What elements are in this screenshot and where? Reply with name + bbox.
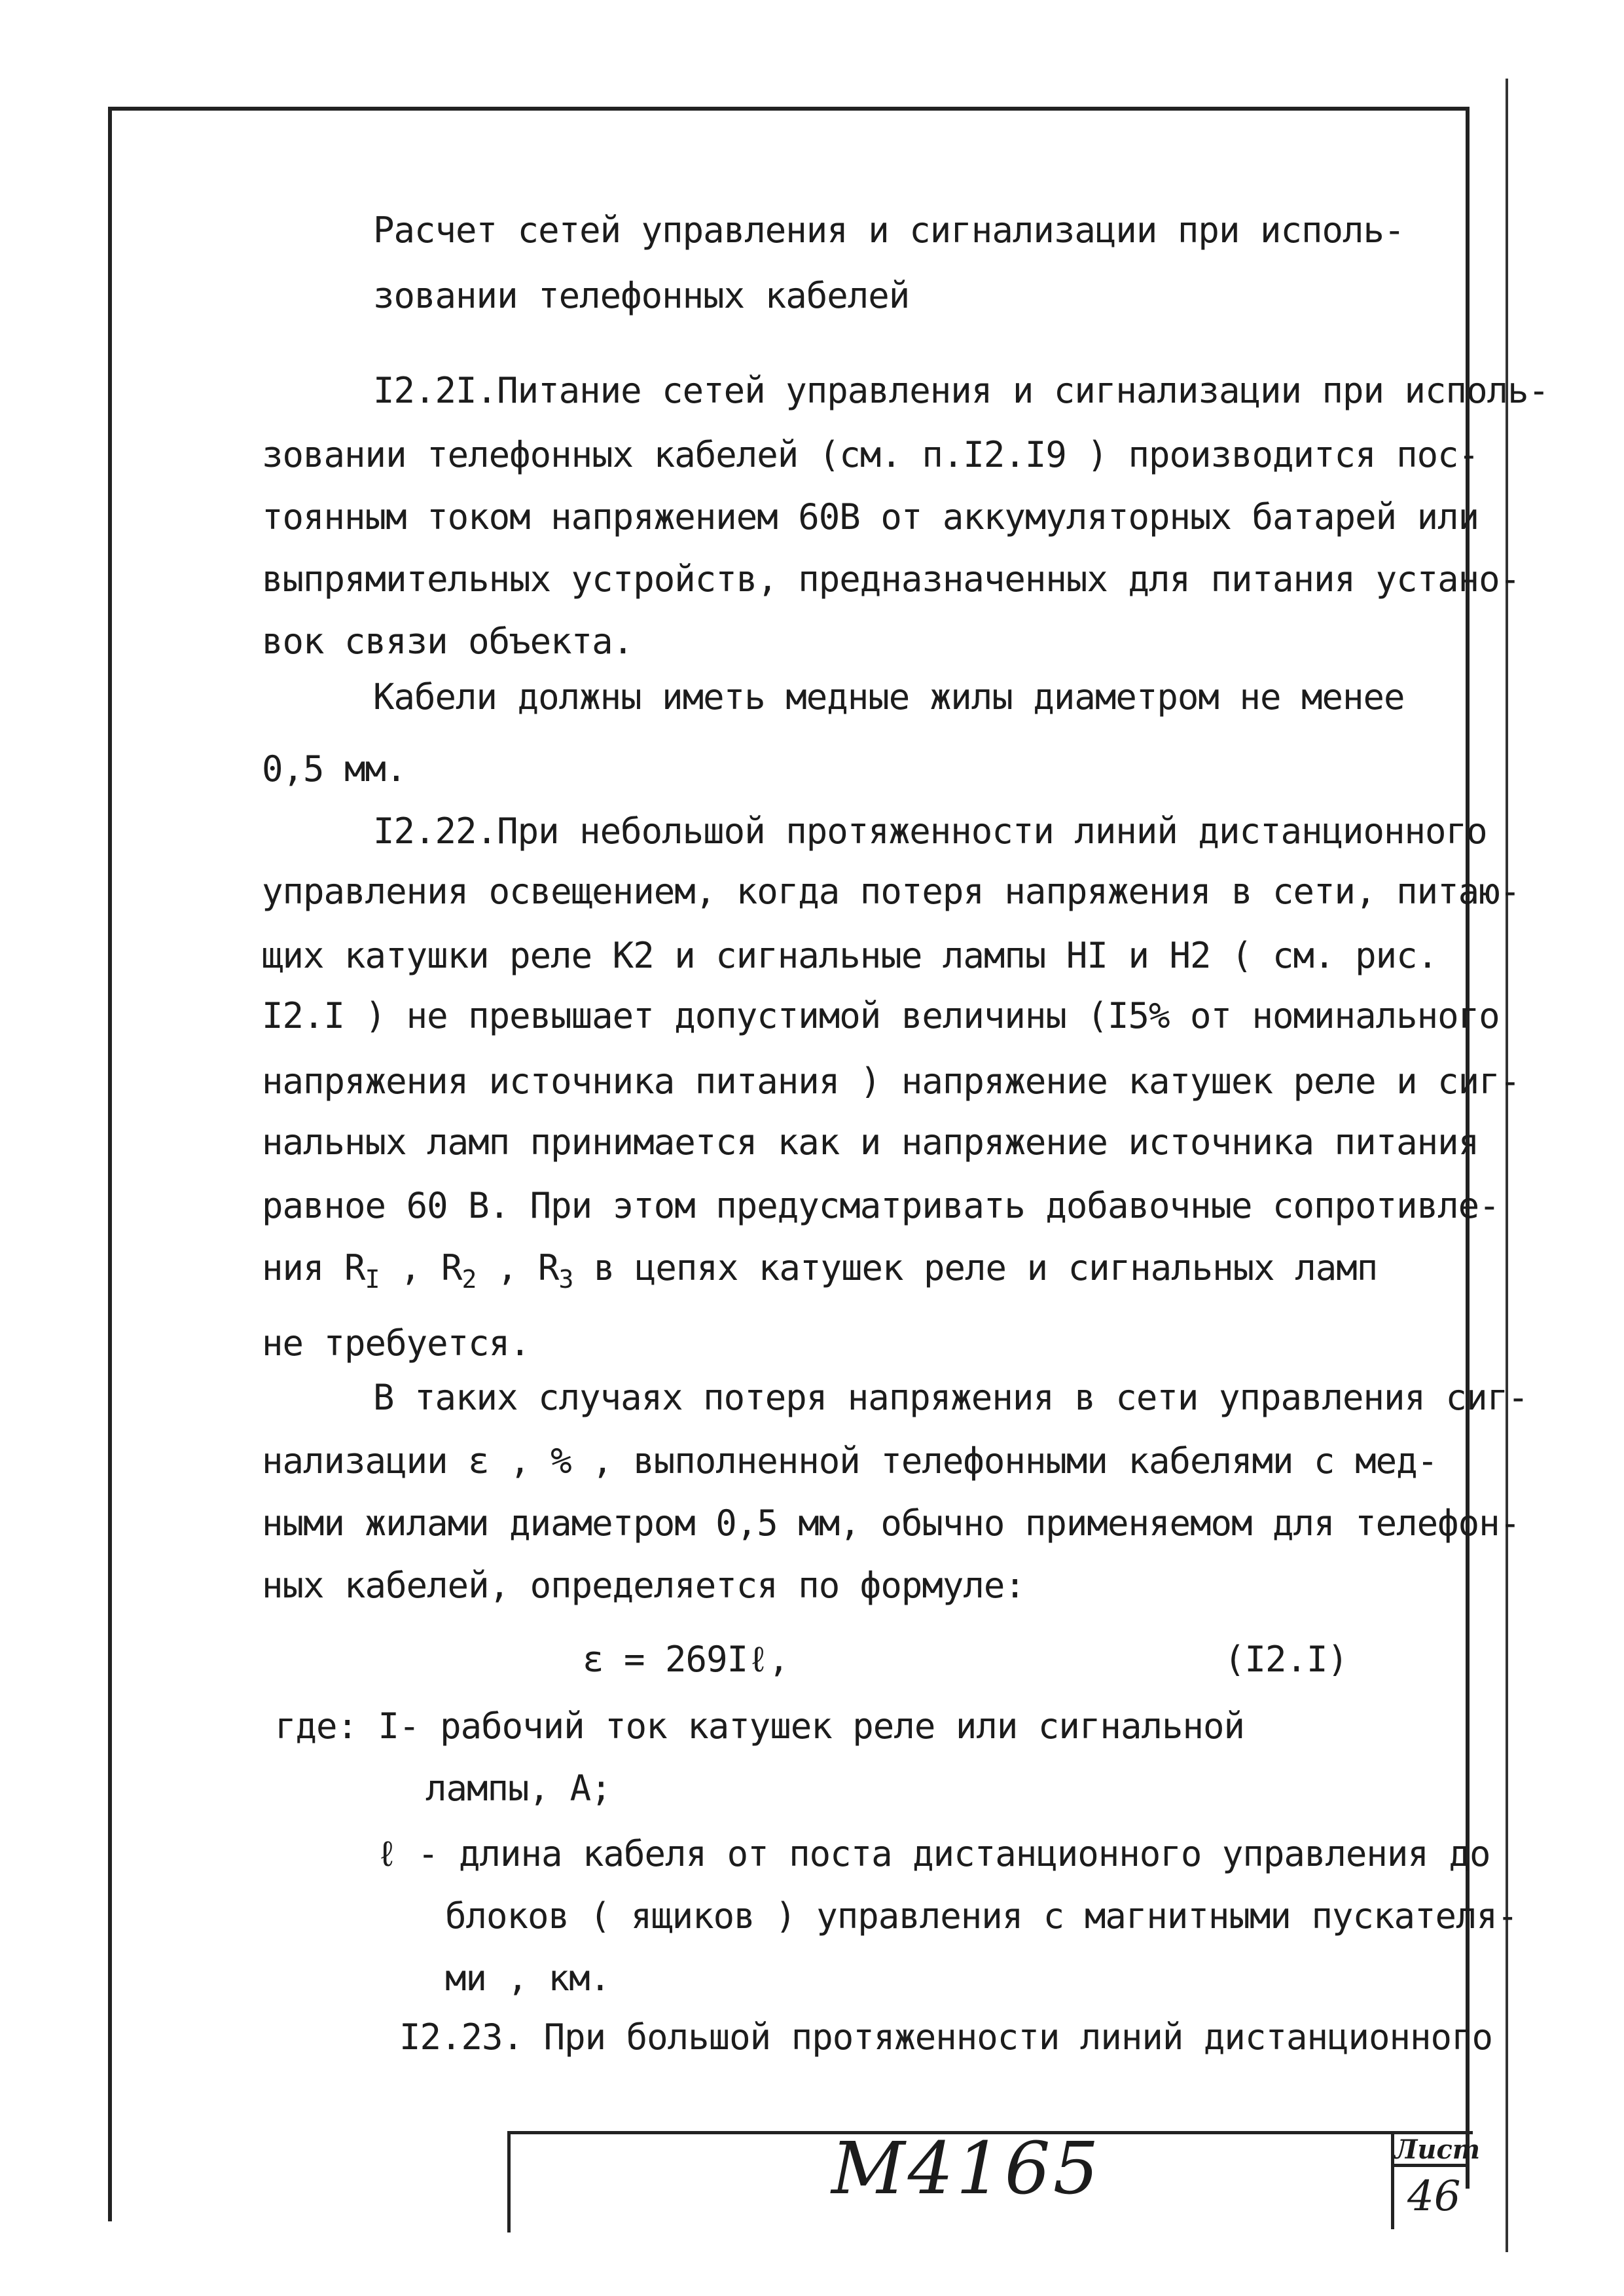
- text-line-p4-2: нализации ε , % , выполненной телефонными кабелями с мед-: [262, 1440, 1438, 1482]
- text-line-p4-1: В таких случаях потеря напряжения в сети управления сиг-: [373, 1377, 1528, 1418]
- resistance-sub-1: I: [365, 1265, 380, 1294]
- text-line-formula: ε = 269Iℓ,: [583, 1639, 789, 1680]
- text-line-p3-7: равное 60 В. При этом предусматривать добавочные сопротивле-: [262, 1185, 1500, 1226]
- resistance-text-d: в цепях катушек реле и сигнальных ламп: [573, 1247, 1378, 1288]
- text-line-p1-4: выпрямительных устройств, предназначенных для питания устано-: [262, 558, 1521, 600]
- text-line-p1-3: тоянным током напряжением 60В от аккумуляторных батарей или: [262, 496, 1479, 538]
- document-code: М4165: [831, 2126, 1102, 2210]
- text-line-p1-1: I2.2I.Питание сетей управления и сигнализации при исполь-: [373, 370, 1549, 411]
- text-line-p3-9: не требуется.: [262, 1322, 530, 1364]
- text-line-title-2: зовании телефонных кабелей: [373, 275, 910, 316]
- resistance-text-a: ния R: [262, 1247, 365, 1288]
- page-frame-left: [108, 107, 112, 2221]
- text-line-where-4: блоков ( ящиков ) управления с магнитными пускателя-: [445, 1895, 1518, 1937]
- text-line-p1-2: зовании телефонных кабелей (см. п.I2.I9 ) производится пос-: [262, 434, 1479, 475]
- resistance-sub-3: 3: [558, 1265, 573, 1294]
- text-line-p1-5: вок связи объекта.: [262, 621, 634, 662]
- text-line-p4-4: ных кабелей, определяется по формуле:: [262, 1565, 1025, 1606]
- text-line-where-1: где: I- рабочий ток катушек реле или сигнальной: [275, 1705, 1245, 1747]
- text-line-p5-1: I2.23. При большой протяженности линий дистанционного: [399, 2016, 1493, 2058]
- resistance-line: [262, 1247, 1378, 1294]
- text-line-p3-2: управления освещением, когда потеря напряжения в сети, питаю-: [262, 871, 1521, 912]
- page-frame-top: [108, 107, 1470, 111]
- text-line-where-5: ми , км.: [445, 1958, 611, 1999]
- resistance-sub-2: 2: [461, 1265, 477, 1294]
- text-line-p3-3: щих катушки реле К2 и сигнальные лампы НI и Н2 ( см. рис.: [262, 935, 1438, 976]
- sheet-label: Лист: [1394, 2134, 1481, 2165]
- sheet-number: 46: [1407, 2172, 1461, 2221]
- text-line-where-2: лампы, А;: [425, 1768, 611, 1809]
- text-line-p3-6: нальных ламп принимается как и напряжение источника питания: [262, 1121, 1479, 1163]
- text-line-where-3: ℓ - длина кабеля от поста дистанционного управления до: [376, 1833, 1490, 1874]
- resistance-text-c: , R: [476, 1247, 559, 1288]
- text-line-p3-1: I2.22.При небольшой протяженности линий дистанционного: [373, 811, 1487, 852]
- text-line-p2-2: 0,5 мм.: [262, 748, 406, 790]
- text-line-p3-5: напряжения источника питания ) напряжение катушек реле и сиг-: [262, 1061, 1521, 1102]
- text-line-p2-1: Кабели должны иметь медные жилы диаметром не менее: [373, 676, 1405, 718]
- resistance-text-b: , R: [379, 1247, 462, 1288]
- text-line-formula-num: (I2.I): [1224, 1639, 1348, 1680]
- text-line-title-1: Расчет сетей управления и сигнализации при исполь-: [373, 210, 1405, 251]
- text-line-p3-4: I2.I ) не превышает допустимой величины (I5% от номинального: [262, 995, 1500, 1036]
- text-line-p4-3: ными жилами диаметром 0,5 мм, обычно применяемом для телефон-: [262, 1503, 1521, 1544]
